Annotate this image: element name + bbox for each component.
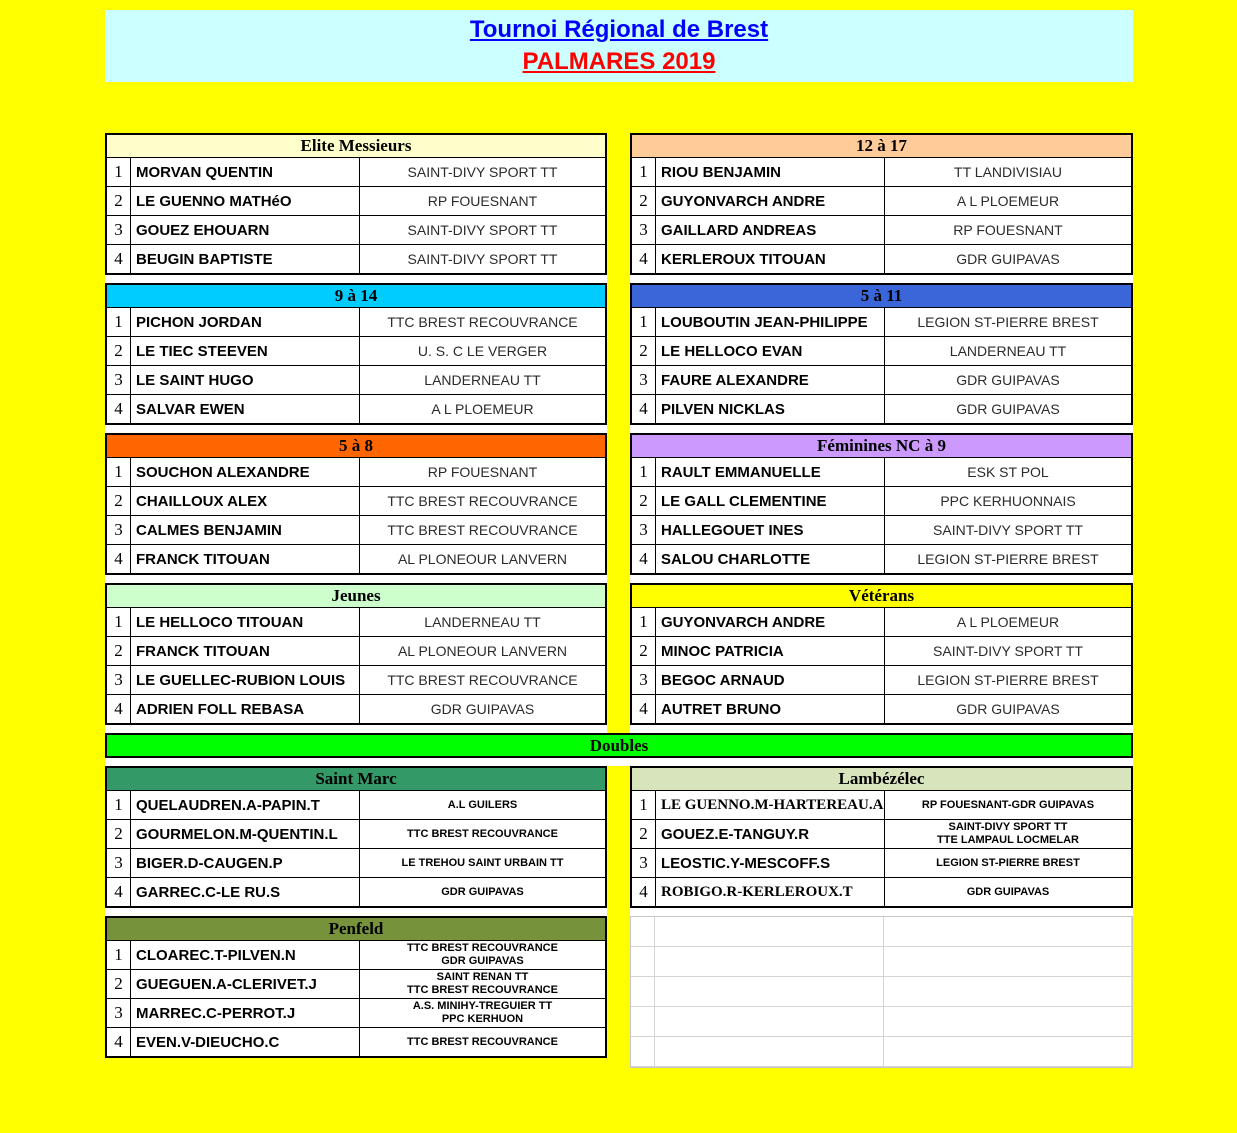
table-row [107,186,605,215]
band-1-left-slot [105,133,607,283]
club-cell [360,941,605,969]
club-line: TTC BREST RECOUVRANCE [407,984,558,996]
rank-cell: 1 [107,458,131,486]
table-row [107,877,605,906]
player-name-cell: GAILLARD ANDREAS [656,216,885,244]
rank-cell: 1 [632,458,656,486]
club-line: A.S. MINIHY-TREGUIER TT [412,1000,553,1013]
rank-cell: 2 [632,337,656,365]
table-gap [105,575,607,583]
table-row [632,307,1131,336]
empty-cell [884,917,1132,947]
rank-cell: 3 [632,849,656,877]
club-cell [885,820,1131,848]
table-5-a-11 [630,283,1133,425]
table-title-5-a-8: 5 à 8 [107,435,605,457]
club-cell [360,820,605,848]
table-gap [105,275,607,283]
table-row [632,365,1131,394]
rank-cell: 2 [107,337,131,365]
band-3-left-slot [105,433,607,583]
rank-cell: 3 [107,216,131,244]
table-title-jeunes: Jeunes [107,585,605,607]
empty-cell [631,917,655,947]
table-title-elite-messieurs: Elite Messieurs [107,135,605,157]
club-cell [360,158,605,186]
club-cell [885,158,1131,186]
rank-cell: 4 [107,695,131,723]
club-line: LEGION ST-PIERRE BREST [917,671,1099,688]
rank-cell: 2 [107,970,131,998]
club-cell [360,516,605,544]
empty-cell [655,917,884,947]
rank-cell: 3 [632,216,656,244]
table-row [107,457,605,486]
band-4-right-slot [630,583,1133,733]
player-name-cell: LE GUELLEC-RUBION LOUIS [131,666,360,694]
empty-cell [631,947,655,977]
player-name-cell: KERLEROUX TITOUAN [656,245,885,273]
club-cell [360,458,605,486]
rank-cell: 1 [107,941,131,969]
empty-cell [884,1007,1132,1037]
player-name-cell: GUEGUEN.A-CLERIVET.J [131,970,360,998]
rank-cell: 3 [632,516,656,544]
player-name-cell: LE GUENNO MATHéO [131,187,360,215]
palmares-sheet [105,10,1133,1068]
club-line: A L PLOEMEUR [956,192,1060,209]
player-name-cell: PILVEN NICKLAS [656,395,885,423]
band-2-left-slot [105,283,607,433]
club-line: RP FOUESNANT [427,192,538,209]
empty-cell [884,1037,1132,1067]
band-6 [105,916,1133,1068]
club-cell [360,245,605,273]
band-2 [105,283,1133,433]
club-cell [885,187,1131,215]
table-row [632,665,1131,694]
player-name-cell: ROBIGO.R-KERLEROUX.T [656,878,885,906]
band-1-right-slot [630,133,1133,283]
table-9-a-14 [105,283,607,425]
table-gap [105,908,607,916]
club-cell [885,695,1131,723]
empty-cell [631,1037,655,1067]
rank-cell: 2 [632,487,656,515]
empty-cell [884,977,1132,1007]
club-line: TTC BREST RECOUVRANCE [407,1035,558,1048]
club-cell [885,337,1131,365]
band-6-right-slot [630,916,1133,1068]
table-gap [105,425,607,433]
club-line: TTC BREST RECOUVRANCE [407,827,558,840]
club-line: TT LANDIVISIAU [954,163,1062,180]
rank-cell: 4 [632,545,656,573]
club-cell [360,608,605,636]
rank-cell: 3 [107,999,131,1027]
table-title-saint-marc: Saint Marc [107,768,605,790]
club-line: GDR GUIPAVAS [956,400,1060,417]
band-4-left-slot [105,583,607,733]
club-line: AL PLONEOUR LANVERN [397,642,568,659]
club-line: LANDERNEAU TT [424,371,541,388]
player-name-cell: SALOU CHARLOTTE [656,545,885,573]
table-title-veterans: Vétérans [632,585,1131,607]
table-row [107,544,605,573]
club-line: AL PLONEOUR LANVERN [397,550,568,567]
table-gap [630,425,1133,433]
table-veterans [630,583,1133,725]
club-line: SAINT-DIVY SPORT TT [933,521,1083,538]
table-penfeld [105,916,607,1058]
club-cell [360,1028,605,1056]
player-name-cell: EVEN.V-DIEUCHO.C [131,1028,360,1056]
player-name-cell: QUELAUDREN.A-PAPIN.T [131,791,360,819]
club-cell [360,695,605,723]
table-title-5-a-11: 5 à 11 [632,285,1131,307]
table-title-penfeld: Penfeld [107,918,605,940]
rank-cell: 2 [107,187,131,215]
club-line: TTC BREST RECOUVRANCE [407,942,558,955]
player-name-cell: GARREC.C-LE RU.S [131,878,360,906]
tournament-title-link[interactable]: Tournoi Régional de Brest [469,15,769,43]
player-name-cell: PICHON JORDAN [131,308,360,336]
rank-cell: 2 [632,820,656,848]
table-row [107,486,605,515]
empty-cell [631,977,655,1007]
table-row [107,244,605,273]
player-name-cell: LE TIEC STEEVEN [131,337,360,365]
club-line: TTE LAMPAUL LOCMELAR [937,834,1079,846]
table-row [632,215,1131,244]
club-line: LEGION ST-PIERRE BREST [917,550,1099,567]
club-line: LANDERNEAU TT [949,342,1067,359]
table-row [632,694,1131,723]
table-row [632,157,1131,186]
rank-cell: 3 [107,366,131,394]
empty-grid [630,916,1133,1068]
table-gap [630,575,1133,583]
rank-cell: 2 [107,820,131,848]
club-cell [885,308,1131,336]
rank-cell: 3 [107,849,131,877]
table-title-12-a-17: 12 à 17 [632,135,1131,157]
club-cell [885,608,1131,636]
club-cell [360,487,605,515]
club-line: GDR GUIPAVAS [441,885,524,898]
club-cell [885,666,1131,694]
rank-cell: 1 [107,608,131,636]
club-cell [885,849,1131,877]
player-name-cell: LE GUENNO.M-HARTEREAU.A [656,791,885,819]
player-name-cell: FRANCK TITOUAN [131,637,360,665]
table-row [632,515,1131,544]
club-line: SAINT-DIVY SPORT TT [407,163,558,180]
club-cell [885,791,1131,819]
band-2-right-slot [630,283,1133,433]
player-name-cell: FRANCK TITOUAN [131,545,360,573]
rank-cell: 2 [632,187,656,215]
empty-cell [631,1007,655,1037]
club-line: RP FOUESNANT [953,221,1063,238]
table-saint-marc [105,766,607,908]
player-name-cell: LE SAINT HUGO [131,366,360,394]
table-row [632,636,1131,665]
band-4 [105,583,1133,733]
club-line: GDR GUIPAVAS [430,700,535,717]
club-cell [360,337,605,365]
band-3 [105,433,1133,583]
table-title-feminines-nc-a-9: Féminines NC à 9 [632,435,1131,457]
palmares-subtitle: PALMARES 2019 [522,48,716,75]
table-row [107,848,605,877]
club-line: A.L GUILERS [447,798,518,811]
table-row [632,244,1131,273]
empty-cell [655,977,884,1007]
table-row [107,636,605,665]
club-cell [885,245,1131,273]
table-row [632,877,1131,906]
club-line: SAINT-DIVY SPORT TT [948,821,1068,834]
rank-cell: 2 [107,487,131,515]
table-row [632,486,1131,515]
doubles-banner: Doubles [105,733,1133,758]
club-line: GDR GUIPAVAS [956,250,1060,267]
empty-cell [884,947,1132,977]
table-gap [105,725,607,733]
table-row [107,336,605,365]
table-row [107,1027,605,1056]
player-name-cell: BEGOC ARNAUD [656,666,885,694]
rank-cell: 4 [632,695,656,723]
club-cell [360,666,605,694]
player-name-cell: FAURE ALEXANDRE [656,366,885,394]
player-name-cell: BEUGIN BAPTISTE [131,245,360,273]
table-row [107,365,605,394]
table-row [107,819,605,848]
rank-cell: 3 [632,666,656,694]
player-name-cell: CLOAREC.T-PILVEN.N [131,941,360,969]
club-line: LEGION ST-PIERRE BREST [917,313,1099,330]
band-5 [105,766,1133,916]
rank-cell: 2 [632,637,656,665]
rank-cell: 4 [107,1028,131,1056]
rank-cell: 4 [632,878,656,906]
club-line: SAINT-DIVY SPORT TT [407,221,558,238]
table-row [107,607,605,636]
club-line: TTC BREST RECOUVRANCE [387,492,578,509]
table-row [107,307,605,336]
club-cell [360,545,605,573]
table-row [632,607,1131,636]
player-name-cell: LOUBOUTIN JEAN-PHILIPPE [656,308,885,336]
club-cell [360,366,605,394]
rank-cell: 1 [632,158,656,186]
table-title-lambezelec: Lambézélec [632,768,1131,790]
player-name-cell: LE GALL CLEMENTINE [656,487,885,515]
table-gap [630,275,1133,283]
band-5-right-slot [630,766,1133,916]
club-line: SAINT-DIVY SPORT TT [933,642,1083,659]
table-feminines-nc-a-9 [630,433,1133,575]
club-line: SAINT RENAN TT [436,971,529,984]
club-cell [360,308,605,336]
empty-cell [655,947,884,977]
club-line: RP FOUESNANT-GDR GUIPAVAS [921,798,1095,811]
rank-cell: 2 [107,637,131,665]
rank-cell: 1 [632,308,656,336]
club-cell [885,395,1131,423]
club-cell [885,458,1131,486]
club-cell [885,216,1131,244]
club-line: GDR GUIPAVAS [441,955,524,967]
player-name-cell: MARREC.C-PERROT.J [131,999,360,1027]
table-row [107,157,605,186]
club-line: U. S. C LE VERGER [417,342,548,359]
rank-cell: 4 [632,395,656,423]
empty-cell [655,1037,884,1067]
rank-cell: 1 [632,791,656,819]
band-1 [105,133,1133,283]
table-row [107,998,605,1027]
club-line: A L PLOEMEUR [956,613,1060,630]
player-name-cell: LEOSTIC.Y-MESCOFF.S [656,849,885,877]
table-row [632,394,1131,423]
table-5-a-8 [105,433,607,575]
club-line: TTC BREST RECOUVRANCE [387,671,578,688]
table-row [107,515,605,544]
player-name-cell: RAULT EMMANUELLE [656,458,885,486]
player-name-cell: SOUCHON ALEXANDRE [131,458,360,486]
club-cell [360,187,605,215]
club-cell [885,878,1131,906]
player-name-cell: GOUEZ.E-TANGUY.R [656,820,885,848]
club-line: PPC KERHUONNAIS [940,492,1076,509]
table-row [107,394,605,423]
player-name-cell: GUYONVARCH ANDRE [656,187,885,215]
player-name-cell: CALMES BENJAMIN [131,516,360,544]
table-row [632,819,1131,848]
player-name-cell: LE HELLOCO TITOUAN [131,608,360,636]
player-name-cell: LE HELLOCO EVAN [656,337,885,365]
club-line: TTC BREST RECOUVRANCE [387,521,578,538]
player-name-cell: HALLEGOUET INES [656,516,885,544]
table-row [632,790,1131,819]
player-name-cell: MINOC PATRICIA [656,637,885,665]
player-name-cell: SALVAR EWEN [131,395,360,423]
rank-cell: 4 [632,245,656,273]
rank-cell: 4 [107,245,131,273]
club-cell [360,999,605,1027]
club-cell [885,366,1131,394]
rank-cell: 3 [107,516,131,544]
table-row [632,336,1131,365]
club-line: TTC BREST RECOUVRANCE [387,313,578,330]
club-line: LANDERNEAU TT [424,613,541,630]
band-3-right-slot [630,433,1133,583]
empty-cell [655,1007,884,1037]
club-line: GDR GUIPAVAS [956,700,1060,717]
club-cell [360,216,605,244]
player-name-cell: RIOU BENJAMIN [656,158,885,186]
club-line: LEGION ST-PIERRE BREST [936,856,1080,869]
player-name-cell: ADRIEN FOLL REBASA [131,695,360,723]
club-line: PPC KERHUON [441,1013,524,1025]
table-12-a-17 [630,133,1133,275]
rank-cell: 3 [107,666,131,694]
rank-cell: 4 [107,395,131,423]
club-line: RP FOUESNANT [427,463,538,480]
table-row [107,694,605,723]
table-row [107,969,605,998]
club-cell [885,516,1131,544]
table-lambezelec [630,766,1133,908]
rank-cell: 3 [632,366,656,394]
table-jeunes [105,583,607,725]
table-row [107,665,605,694]
club-line: ESK ST POL [967,463,1049,480]
player-name-cell: BIGER.D-CAUGEN.P [131,849,360,877]
rank-cell: 1 [632,608,656,636]
club-line: SAINT-DIVY SPORT TT [407,250,558,267]
table-gap [630,908,1133,916]
club-cell [885,545,1131,573]
club-cell [360,791,605,819]
club-line: GDR GUIPAVAS [956,371,1060,388]
club-cell [360,849,605,877]
player-name-cell: MORVAN QUENTIN [131,158,360,186]
table-row [107,790,605,819]
table-row [632,848,1131,877]
table-row [107,215,605,244]
title-band [105,10,1133,82]
table-title-9-a-14: 9 à 14 [107,285,605,307]
club-line: GDR GUIPAVAS [966,885,1050,898]
club-cell [360,637,605,665]
table-row [632,457,1131,486]
club-cell [885,637,1131,665]
table-gap [630,725,1133,733]
banner-gap [105,758,1133,766]
rank-cell: 1 [107,791,131,819]
club-line: A L PLOEMEUR [431,400,534,417]
club-line: LE TREHOU SAINT URBAIN TT [401,856,564,869]
club-cell [885,487,1131,515]
club-cell [360,970,605,998]
player-name-cell: CHAILLOUX ALEX [131,487,360,515]
rank-cell: 4 [107,545,131,573]
rank-cell: 1 [107,158,131,186]
rank-cell: 1 [107,308,131,336]
table-row [632,186,1131,215]
band-6-left-slot [105,916,607,1058]
club-cell [360,878,605,906]
table-elite-messieurs [105,133,607,275]
player-name-cell: GUYONVARCH ANDRE [656,608,885,636]
player-name-cell: GOURMELON.M-QUENTIN.L [131,820,360,848]
club-cell [360,395,605,423]
table-row [107,940,605,969]
rank-cell: 4 [107,878,131,906]
player-name-cell: AUTRET BRUNO [656,695,885,723]
band-5-left-slot [105,766,607,916]
table-row [632,544,1131,573]
player-name-cell: GOUEZ EHOUARN [131,216,360,244]
